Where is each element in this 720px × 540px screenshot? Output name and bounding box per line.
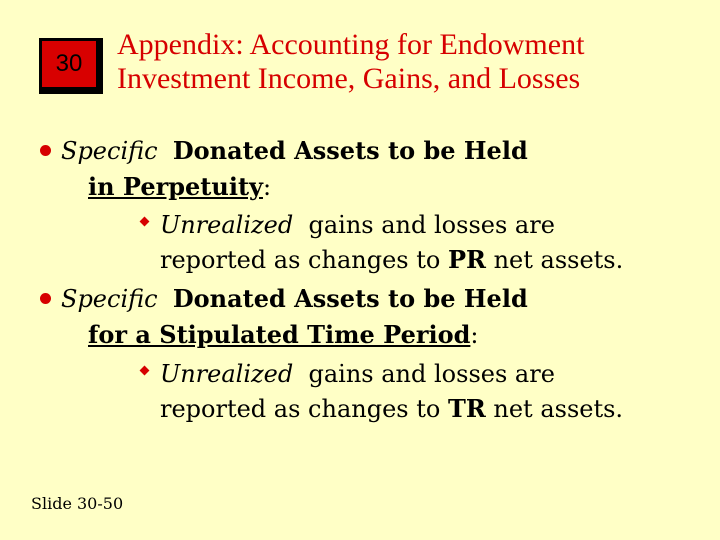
sub-bullet-1-rest: gains and losses are (308, 211, 555, 239)
sub-bullet-1-line-2 (160, 245, 623, 275)
bullet-2-line-1 (40, 284, 528, 314)
sub-bullet-2-line2-bold: TR (447, 394, 486, 423)
sub-bullet-diamond-icon (140, 366, 150, 376)
bullet-dot-icon (40, 293, 51, 304)
slide-title (117, 28, 707, 96)
sub-bullet-2-line-1 (160, 359, 555, 389)
sub-bullet-2-line2-pre: reported as changes to (160, 395, 448, 423)
sub-bullet-1-line2-pre: reported as changes to (160, 246, 448, 274)
sub-bullet-2-line2-post: net assets. (485, 395, 624, 423)
sub-bullet-1-line-1 (160, 210, 555, 240)
bullet-1-italic: Specific (61, 137, 158, 165)
sub-bullet-2-italic: Unrealized (160, 360, 294, 388)
slide-footer: Slide 30-50 (31, 494, 124, 513)
bullet-1-line-2 (88, 172, 271, 202)
bullet-2-suffix: : (470, 321, 479, 349)
sub-bullet-2-rest: gains and losses are (308, 360, 555, 388)
sub-bullet-2-line-2 (160, 394, 623, 424)
sub-bullet-diamond-icon (140, 217, 150, 227)
slide-number-badge (39, 38, 103, 94)
bullet-dot-icon (40, 145, 51, 156)
title-line-2: Investment Income, Gains, and Losses (117, 62, 581, 95)
bullet-2-line-2 (88, 320, 478, 350)
bullet-2-italic: Specific (61, 285, 158, 313)
bullet-1-suffix: : (262, 173, 272, 201)
bullet-1-bold: Donated Assets to be Held (172, 136, 528, 165)
bullet-2-underline: for a Stipulated Time Period (88, 320, 471, 349)
title-line-1: Appendix: Accounting for Endowment (117, 28, 585, 61)
sub-bullet-1-italic: Unrealized (160, 211, 294, 239)
bullet-1-line-1 (40, 136, 528, 166)
sub-bullet-1-line2-post: net assets. (485, 246, 624, 274)
slide-number-text: 30 (42, 41, 96, 87)
bullet-1-underline: in Perpetuity (88, 172, 263, 201)
bullet-2-bold: Donated Assets to be Held (172, 284, 528, 313)
sub-bullet-1-line2-bold: PR (447, 245, 486, 274)
